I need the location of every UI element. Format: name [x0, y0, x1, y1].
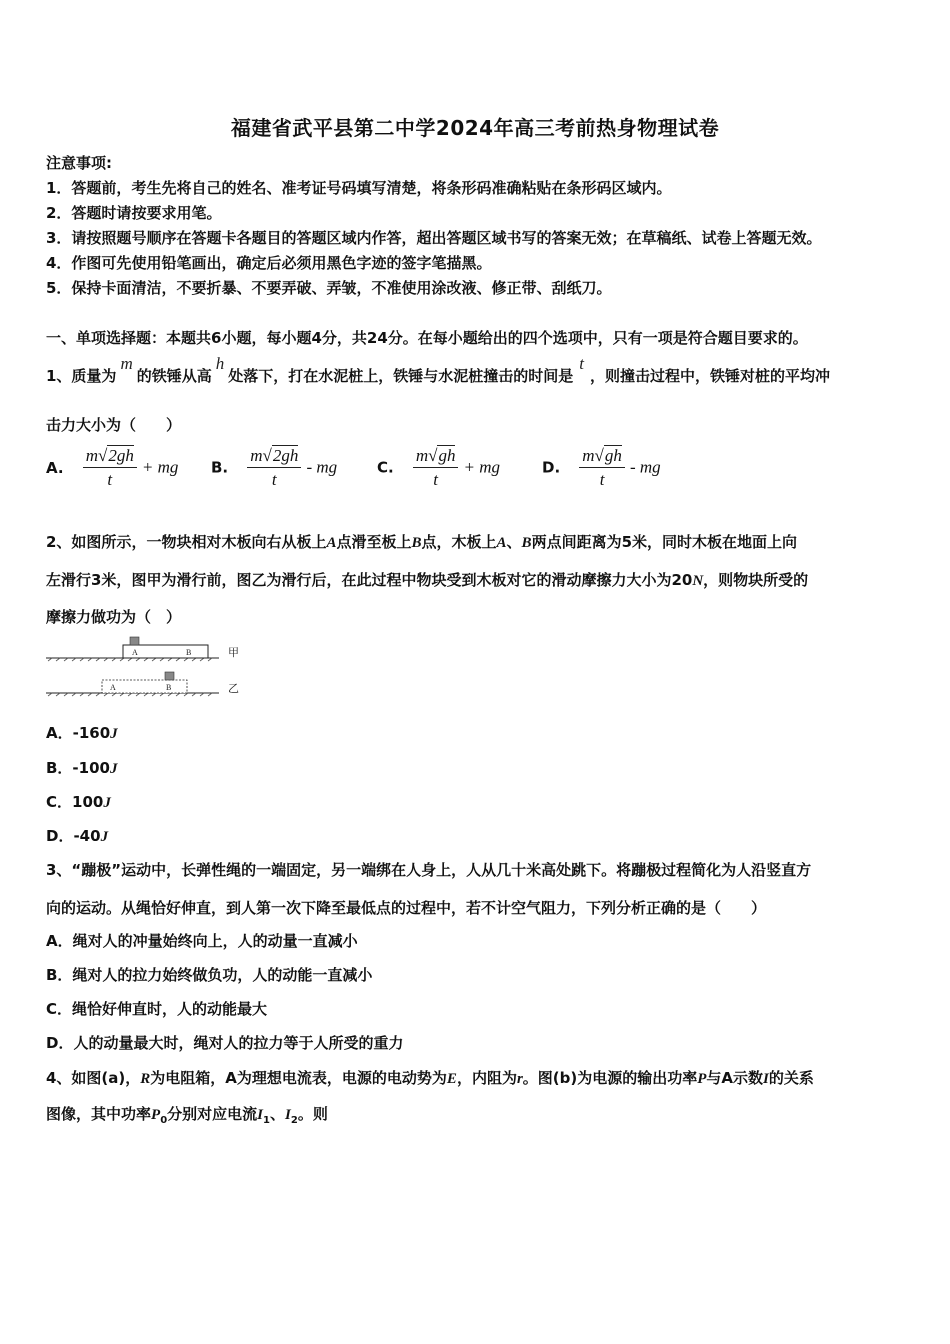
question-2-text-line2: 左滑行3米，图甲为滑行前，图乙为滑行后，在此过程中物块受到木板对它的滑动摩擦力大小为20N，则物块所受的 — [46, 571, 809, 589]
question-4-text: 4、如图(a)，R为电阻箱，A为理想电流表，电源的电动势为E，内阻为r。图(b)为电源的输出功率P与A示数I的关系 — [46, 1069, 814, 1087]
notes-item: 3．请按照题号顺序在答题卡各题目的答题区域内作答，超出答题区域书写的答案无效；在草稿纸、试卷上答题无效。 — [46, 229, 822, 247]
question-3-text: 3、“蹦极”运动中，长弹性绳的一端固定，另一端绑在人身上，人从几十米高处跳下。将蹦极过程简化为人沿竖直方 — [46, 861, 812, 879]
option-c[interactable]: C. $\frac{m√gh}{t}$ + mg — [377, 446, 501, 489]
var-m: m — [120, 354, 133, 373]
section-heading: 一、单项选择题：本题共6小题，每小题4分，共24分。在每小题给出的四个选项中，只有一项是符合题目要求的。 — [46, 329, 808, 347]
option-d[interactable]: D. $\frac{m√gh}{t}$ - mg — [542, 446, 661, 489]
option-d[interactable]: D．-40J — [46, 827, 109, 845]
notes-item: 4．作图可先使用铅笔画出，确定后必须用黑色字迹的签字笔描黑。 — [46, 254, 492, 272]
label-jia: 甲 — [228, 646, 239, 659]
var-t: t — [579, 354, 584, 373]
var-h: h — [215, 354, 225, 373]
block-yi — [165, 672, 174, 680]
board-diagram — [44, 634, 244, 700]
notes-heading: 注意事项: — [46, 154, 112, 172]
question-2-text-line3: 摩擦力做功为（ ） — [46, 608, 182, 626]
question-1-text: 1、质量为m的铁锤从高h处落下，打在水泥桩上，铁锤与水泥桩撞击的时间是t，则撞击过程中，铁锤对桩的平均冲 — [46, 354, 830, 385]
question-3-text-line2: 向的运动。从绳恰好伸直，到人第一次下降至最低点的过程中，若不计空气阻力，下列分析正确的是（ ） — [46, 899, 767, 917]
label-a-jia: A — [132, 648, 138, 657]
option-b[interactable]: B．-100J — [46, 759, 118, 777]
option-c[interactable]: C．100J — [46, 793, 111, 811]
block-jia — [130, 637, 139, 645]
notes-item: 5．保持卡面清洁，不要折暴、不要弄破、弄皱，不准使用涂改液、修正带、刮纸刀。 — [46, 279, 612, 297]
question-1-text-line2: 击力大小为（ ） — [46, 416, 182, 434]
option-b[interactable]: B．绳对人的拉力始终做负功，人的动能一直减小 — [46, 966, 373, 984]
label-b-yi: B — [166, 683, 172, 692]
option-d[interactable]: D．人的动量最大时，绳对人的拉力等于人所受的重力 — [46, 1034, 404, 1052]
option-c[interactable]: C．绳恰好伸直时，人的动能最大 — [46, 1000, 268, 1018]
option-a[interactable]: A. $\frac{m√2gh}{t}$ + mg — [46, 446, 179, 489]
label-a-yi: A — [110, 683, 116, 692]
notes-item: 1．答题前，考生先将自己的姓名、准考证号码填写清楚，将条形码准确粘贴在条形码区域内。 — [46, 179, 672, 197]
question-4-text-line2: 图像，其中功率$P_0$分别对应电流$I_1$、$I_2$。则 — [46, 1105, 328, 1126]
option-b[interactable]: B. $\frac{m√2gh}{t}$ - mg — [211, 446, 338, 489]
notes-item: 2．答题时请按要求用笔。 — [46, 204, 222, 222]
page-title: 福建省武平县第二中学2024年高三考前热身物理试卷 — [230, 116, 720, 140]
option-a[interactable]: A．绳对人的冲量始终向上，人的动量一直减小 — [46, 932, 358, 950]
label-b-jia: B — [186, 648, 192, 657]
option-a[interactable]: A．-160J — [46, 724, 118, 742]
question-2-text: 2、如图所示，一物块相对木板向右从板上A点滑至板上B点，木板上A、B两点间距离为5米，同时木板在地面上向 — [46, 533, 798, 551]
label-yi: 乙 — [228, 682, 239, 695]
